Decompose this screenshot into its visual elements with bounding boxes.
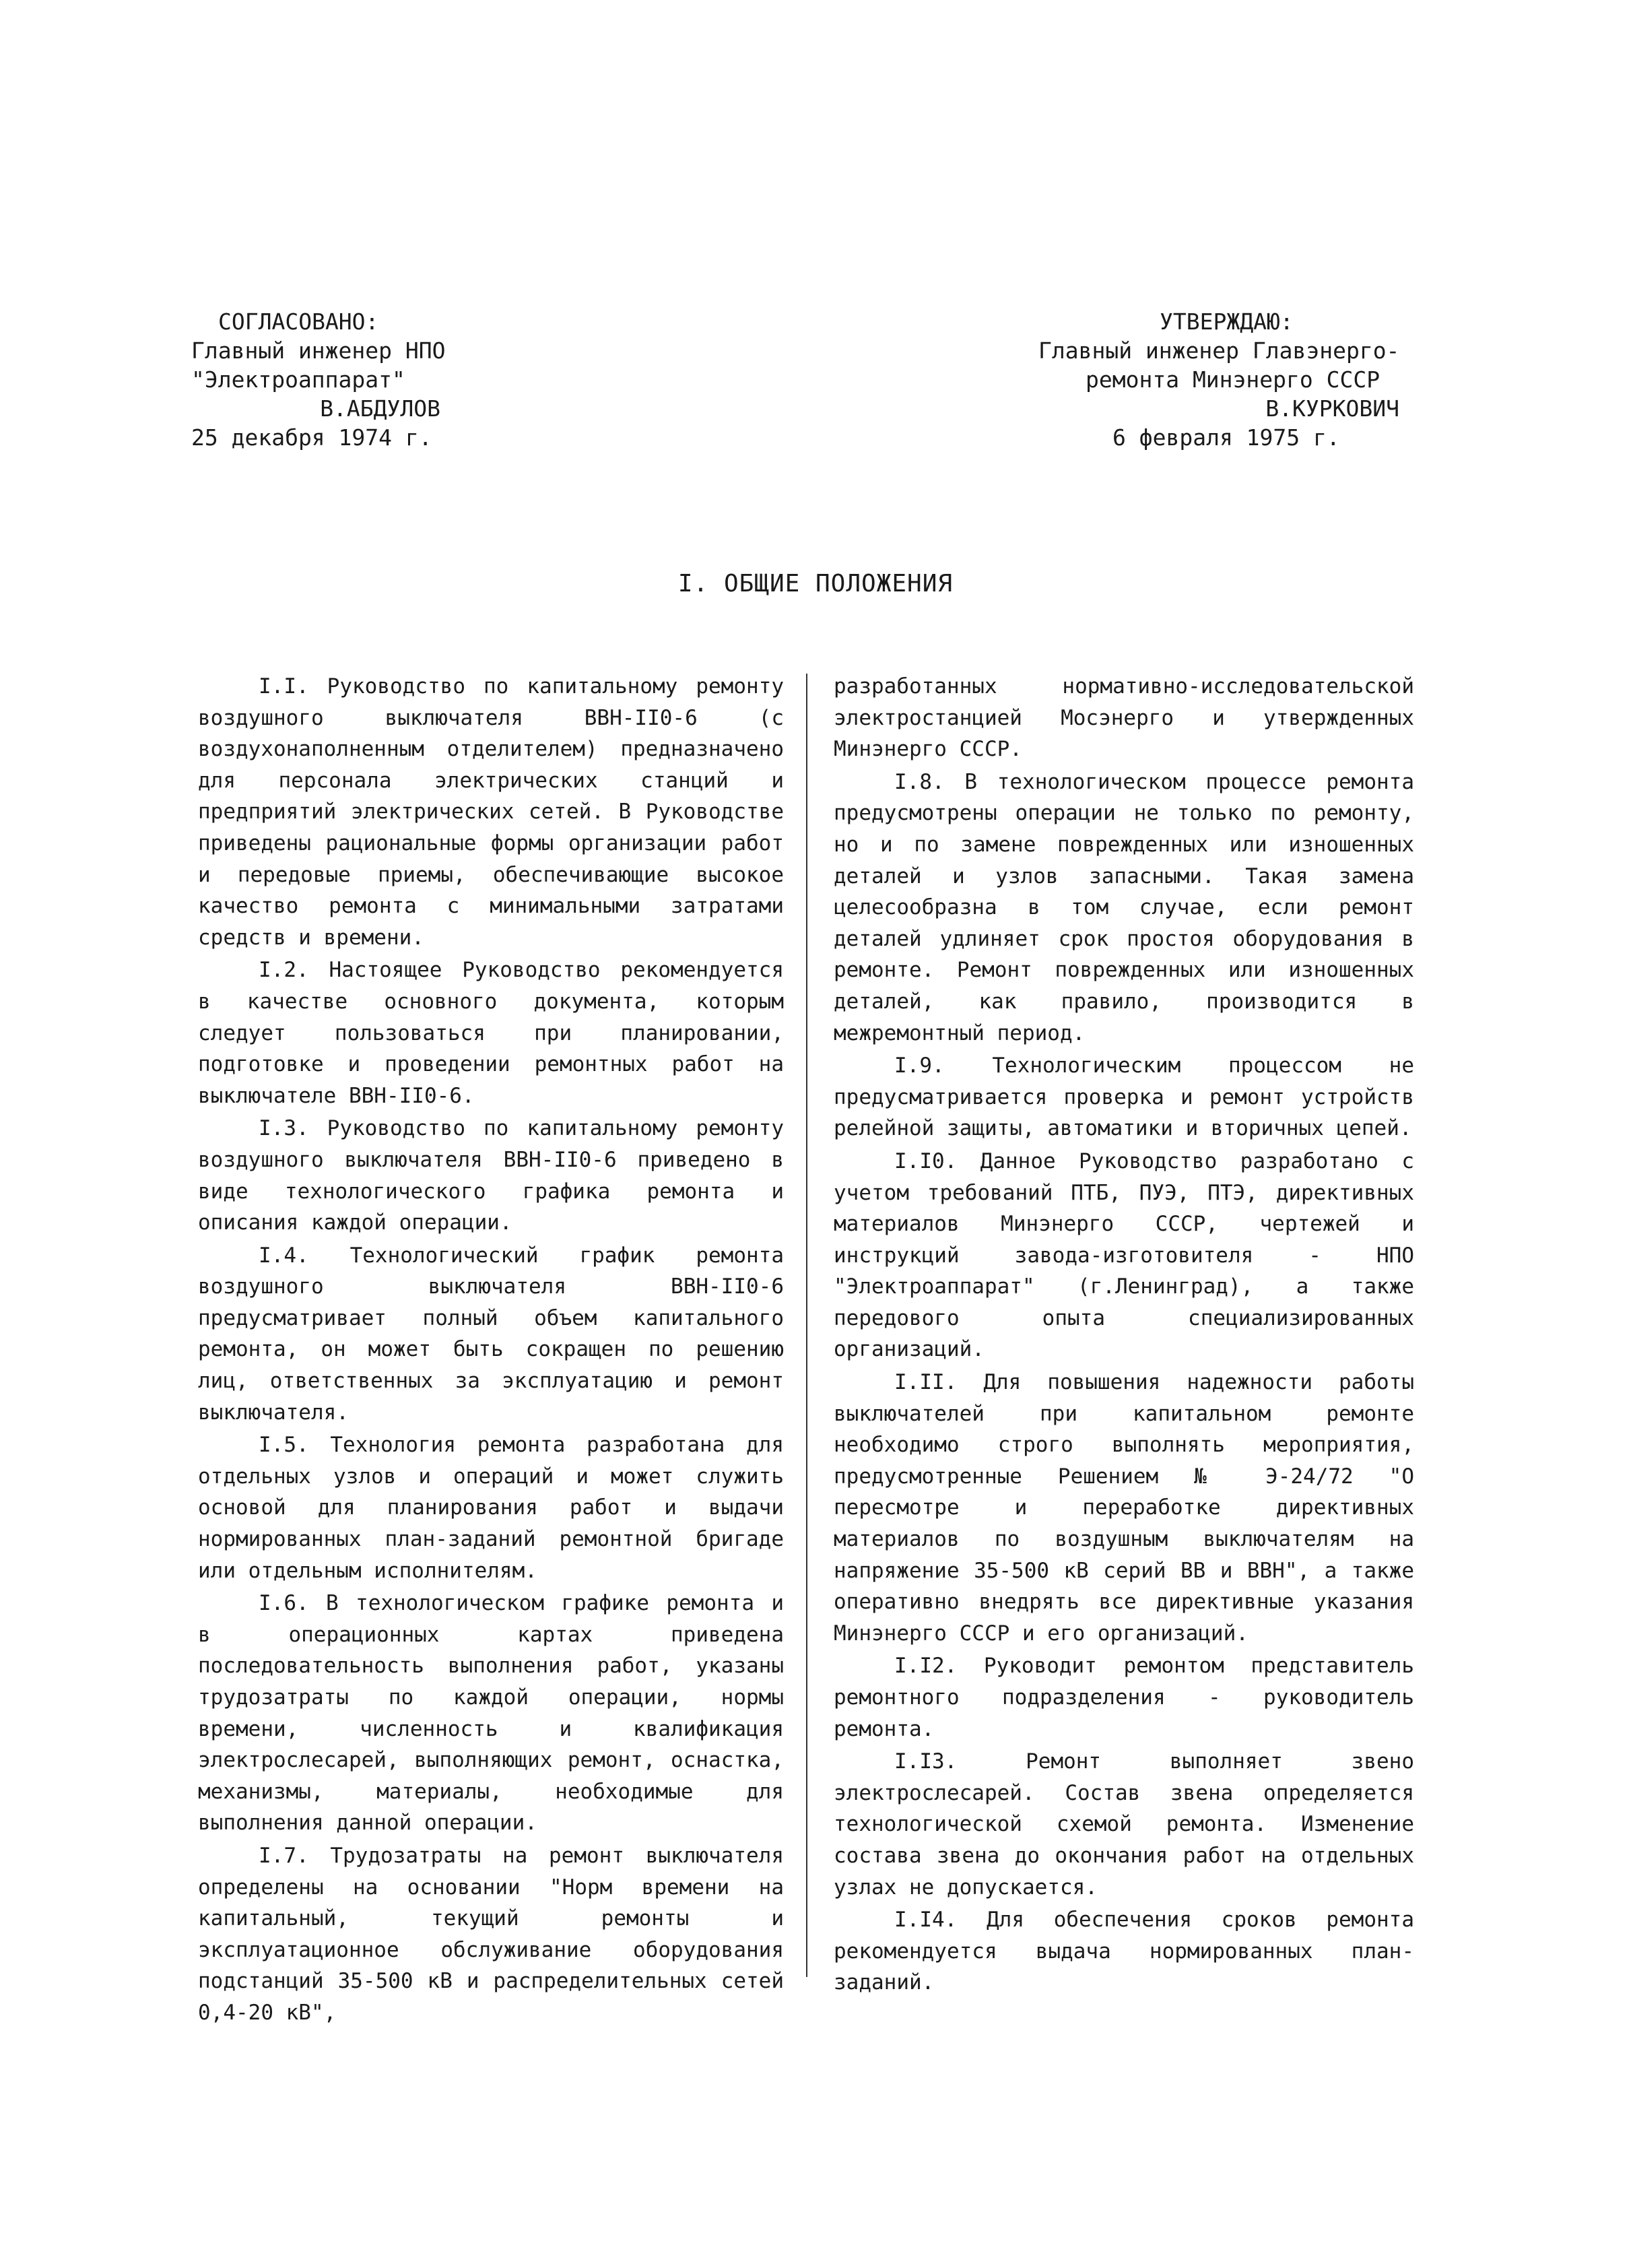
clause-1-10: I.I0. Данное Руководство разработано с учетом требований ПТБ, ПУЭ, ПТЭ, директивных материалов Минэнерго СССР, чертежей и инструкций завода-изготовителя - НПО "Электроаппарат" (г.Ленинград), а также передового опыта специализированных организаций. bbox=[834, 1148, 1414, 1362]
approval-organization: ремонта Минэнерго СССР bbox=[1086, 366, 1380, 393]
clause-1-4: I.4. Технологический график ремонта воздушного выключателя ВВН-II0-6 предусматривает полный объем капитального ремонта, он может быть сокращен по решению лиц, ответственных за эксплуатацию и ремонт выключателя. bbox=[198, 1243, 784, 1425]
approval-organization: "Электроаппарат" bbox=[191, 366, 405, 393]
approval-date: 6 февраля 1975 г. bbox=[1112, 424, 1340, 451]
approval-signatory: В.АБДУЛОВ bbox=[320, 395, 440, 422]
column-divider bbox=[806, 674, 807, 1977]
left-column bbox=[198, 671, 784, 2030]
approval-block-approved bbox=[1038, 307, 1416, 452]
clause-1-7-continuation: разработанных нормативно-исследовательской электростанцией Мосэнерго и утвержденных Минэнерго СССР. bbox=[834, 674, 1414, 762]
clause-1-1: I.I. Руководство по капитальному ремонту воздушного выключателя ВВН-II0-6 (с воздухонаполненным отделителем) предназначено для персонала электрических станций и предприятий электрических сетей. В Руководстве приведены рациональные формы организации работ и передовые приемы, обеспечивающие высокое качество ремонта с минимальными затратами средств и времени. bbox=[198, 674, 784, 950]
approval-signatory: В.КУРКОВИЧ bbox=[1265, 395, 1399, 422]
approval-date: 25 декабря 1974 г. bbox=[191, 424, 432, 451]
clause-1-2: I.2. Настоящее Руководство рекомендуется в качестве основного документа, которым следует пользоваться при планировании, подготовке и проведении ремонтных работ на выключателе ВВН-II0-6. bbox=[198, 958, 784, 1108]
approval-position: Главный инженер НПО bbox=[191, 337, 446, 364]
clause-1-9: I.9. Технологическим процессом не предусматривается проверка и ремонт устройств релейной защиты, автоматики и вторичных цепей. bbox=[834, 1054, 1414, 1141]
clause-1-14: I.I4. Для обеспечения сроков ремонта рекомендуется выдача нормированных план-заданий. bbox=[834, 1908, 1414, 1995]
clause-1-7: I.7. Трудозатраты на ремонт выключателя определены на основании "Норм времени на капитальный, текущий ремонты и эксплуатационное обслуживание оборудования подстанций 35-500 кВ и распределительных сетей 0,4-20 кВ", bbox=[198, 1843, 784, 2025]
approval-position: Главный инженер Главэнерго- bbox=[1038, 337, 1400, 364]
clause-1-12: I.I2. Руководит ремонтом представитель ремонтного подразделения - руководитель ремонта. bbox=[834, 1654, 1414, 1741]
clause-1-11: I.II. Для повышения надежности работы выключателей при капитальном ремонте необходимо строго выполнять мероприятия, предусмотренные Решением № Э-24/72 "О пересмотре и переработке директивных материалов по воздушным выключателям на напряжение 35-500 кВ серий ВВ и ВВН", а также оперативно внедрять все директивные указания Минэнерго СССР и его организаций. bbox=[834, 1370, 1414, 1646]
right-column bbox=[834, 671, 1414, 2000]
clause-1-6: I.6. В технологическом графике ремонта и в операционных картах приведена последовательность выполнения работ, указаны трудозатраты по каждой операции, нормы времени, численность и квалификация электрослесарей, выполняющих ремонт, оснастка, механизмы, материалы, необходимые для выполнения данной операции. bbox=[198, 1591, 784, 1836]
section-title: I. ОБЩИЕ ПОЛОЖЕНИЯ bbox=[677, 570, 954, 597]
approval-block-agreed bbox=[191, 307, 474, 452]
approval-heading: СОГЛАСОВАНО: bbox=[218, 309, 379, 335]
clause-1-8: I.8. В технологическом процессе ремонта предусмотрены операции не только по ремонту, но и по замене поврежденных или изношенных деталей и узлов запасными. Такая замена целесообразна в том случае, если ремонт деталей удлиняет срок простоя оборудования в ремонте. Ремонт поврежденных или изношенных деталей, как правило, производится в межремонтный период. bbox=[834, 769, 1414, 1045]
clause-1-13: I.I3. Ремонт выполняет звено электрослесарей. Состав звена определяется технологической схемой ремонта. Изменение состава звена до окончания работ на отдельных узлах не допускается. bbox=[834, 1749, 1414, 1900]
clause-1-5: I.5. Технология ремонта разработана для отдельных узлов и операций и может служить основой для планирования работ и выдачи нормированных план-заданий ремонтной бригаде или отдельным исполнителям. bbox=[198, 1433, 784, 1583]
clause-1-3: I.3. Руководство по капитальному ремонту воздушного выключателя ВВН-II0-6 приведено в виде технологического графика ремонта и описания каждой операции. bbox=[198, 1116, 784, 1235]
approval-heading: УТВЕРЖДАЮ: bbox=[1160, 309, 1294, 335]
